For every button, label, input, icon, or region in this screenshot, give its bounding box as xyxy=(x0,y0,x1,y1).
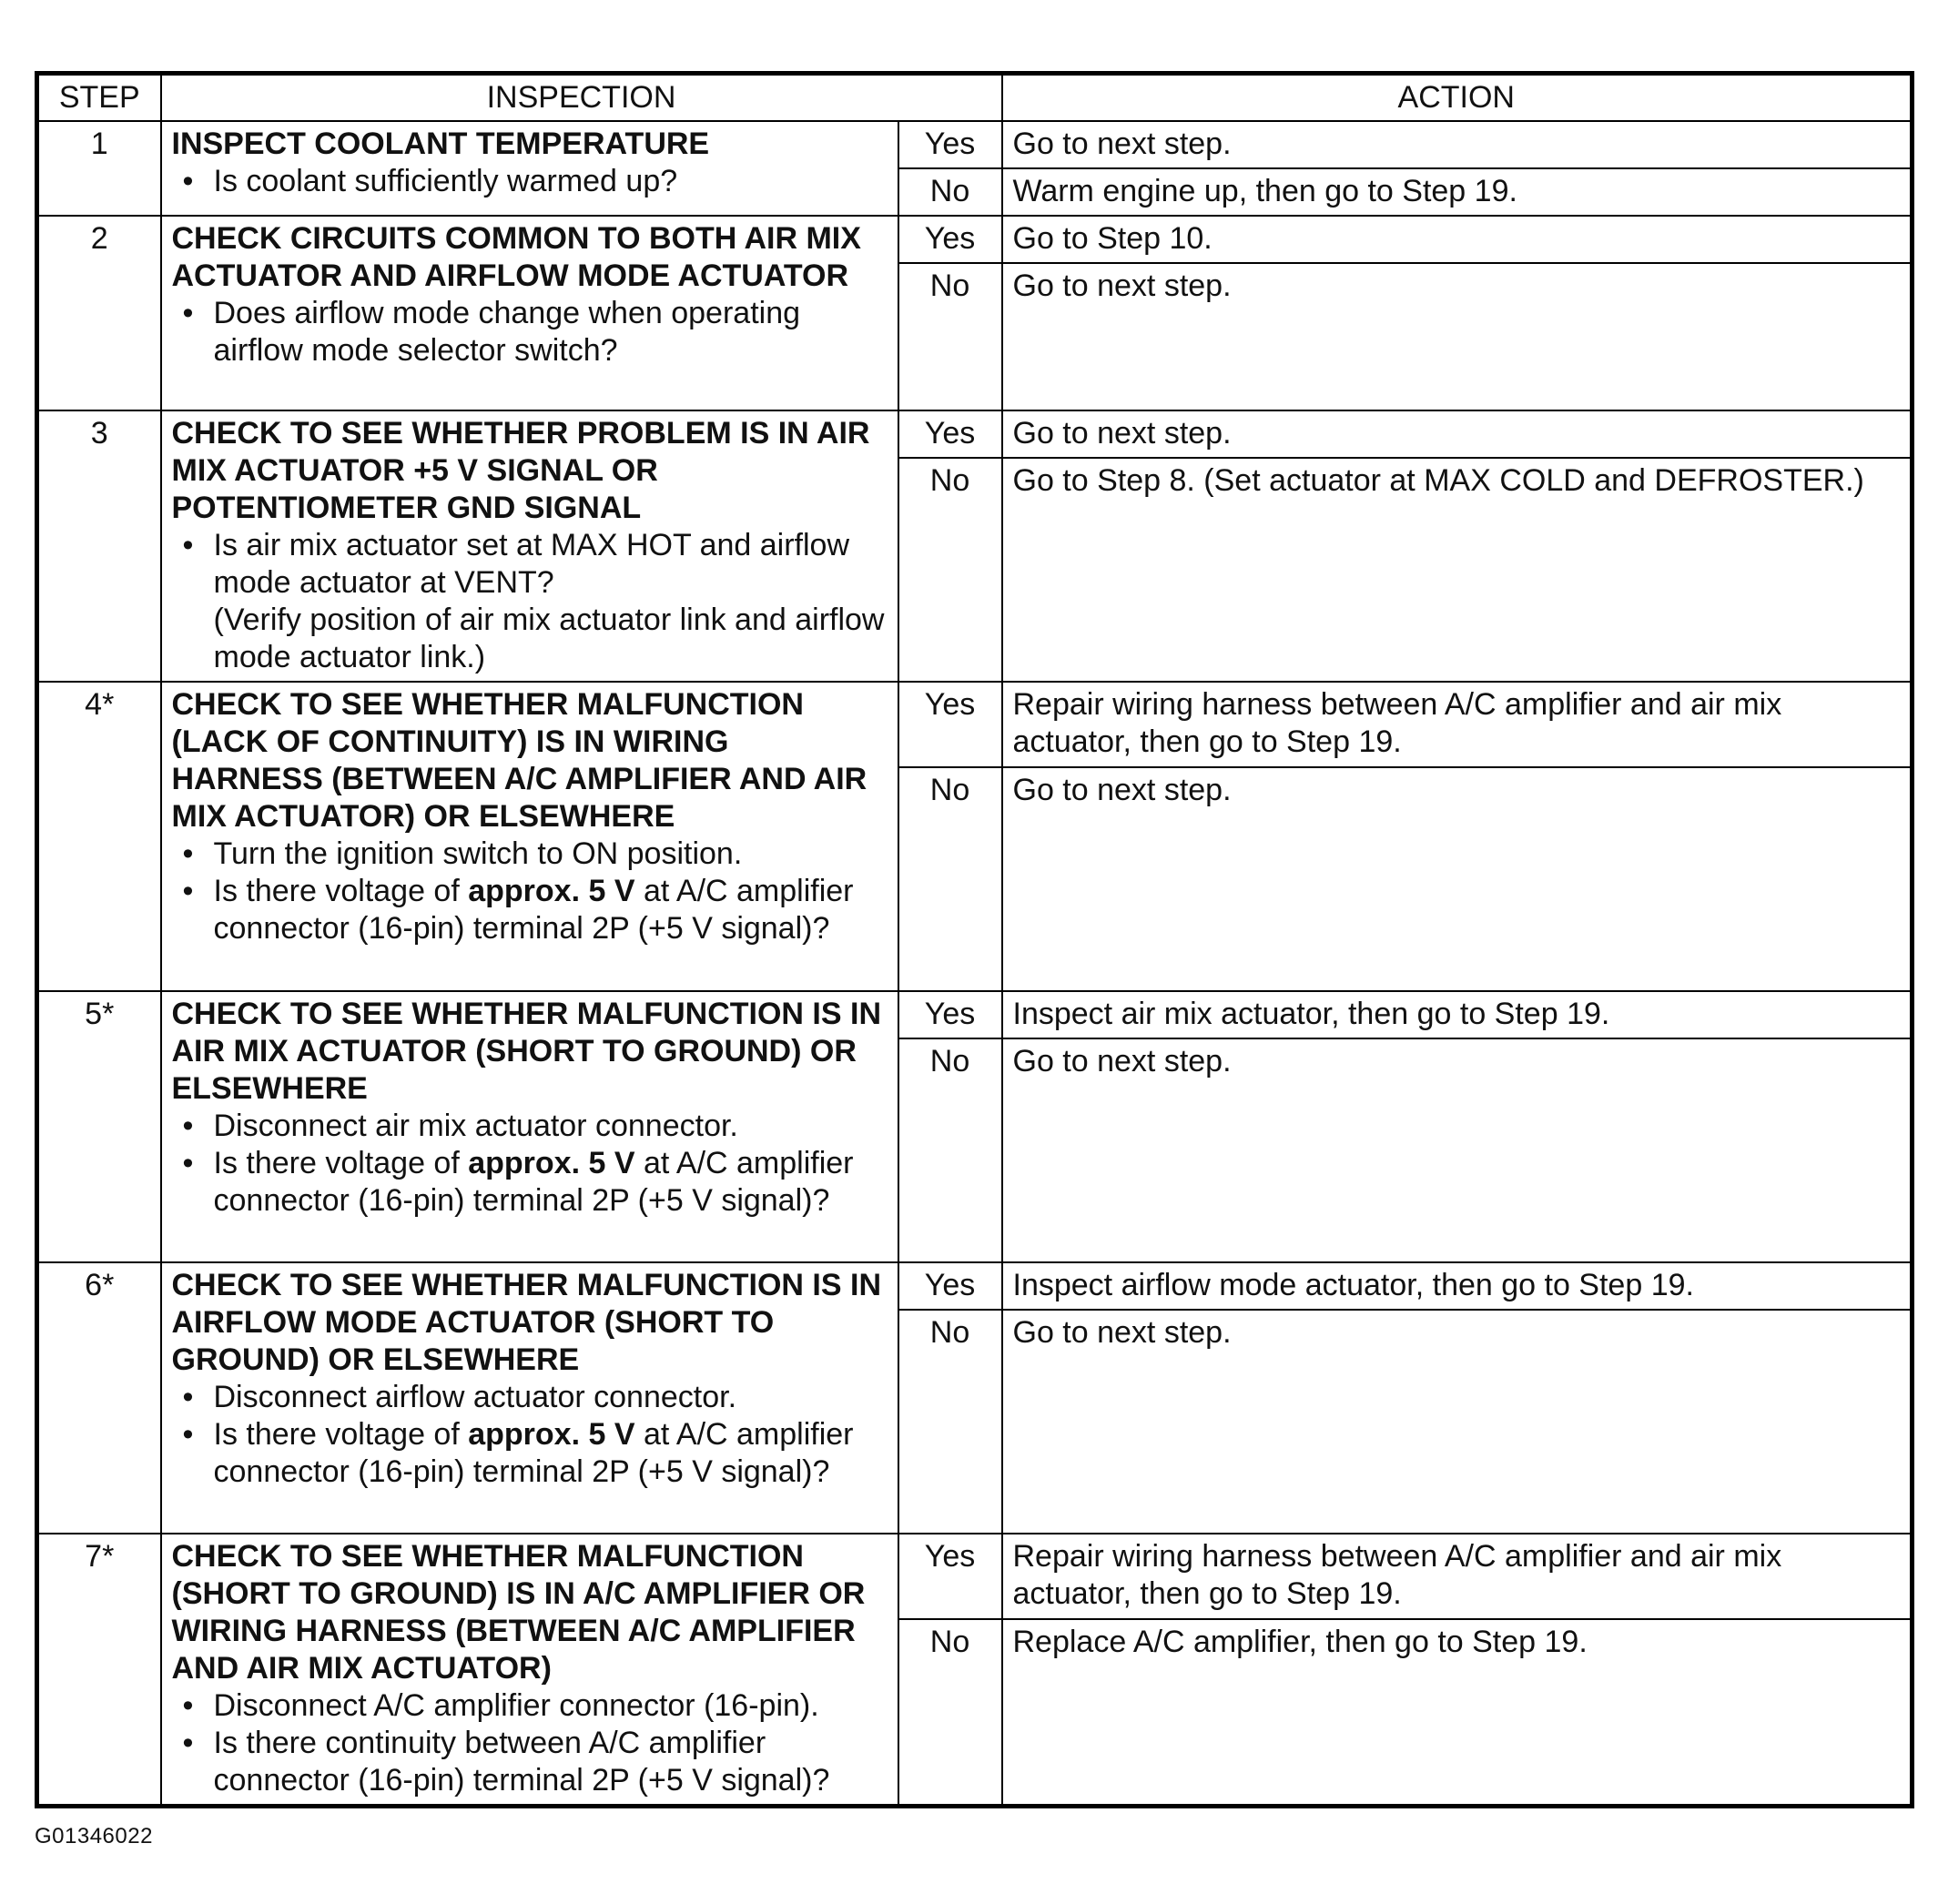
no-label: No xyxy=(898,1619,1002,1806)
no-label: No xyxy=(898,263,1002,410)
yes-action: Go to next step. xyxy=(1002,121,1913,168)
inspection-bullets xyxy=(172,1108,888,1220)
inspection-cell xyxy=(161,121,898,216)
bullet-emphasis: approx. 5 V xyxy=(468,1416,635,1452)
inspection-title: CHECK TO SEE WHETHER MALFUNCTION (LACK OF CONTINUITY) IS IN WIRING HARNESS (BETWEEN A/C AMPLIFIER AND AIR MIX ACTUATOR) OR ELSEWHERE xyxy=(171,686,868,834)
step-number: 4* xyxy=(37,682,161,991)
yes-action: Inspect air mix actuator, then go to Step 19. xyxy=(1002,991,1913,1038)
inspection-bullet xyxy=(214,873,888,947)
inspection-bullet: • Disconnect A/C amplifier connector (16-pin). xyxy=(214,1687,888,1725)
inspection-bullet xyxy=(214,1145,888,1220)
no-label: No xyxy=(898,1038,1002,1262)
inspection-title: INSPECT COOLANT TEMPERATURE xyxy=(171,126,710,161)
inspection-bullets xyxy=(172,1379,888,1491)
step-row-1-yes xyxy=(37,121,1913,168)
inspection-bullets xyxy=(172,836,888,947)
header-row xyxy=(37,74,1913,121)
no-action: Warm engine up, then go to Step 19. xyxy=(1002,168,1913,216)
no-action: Go to next step. xyxy=(1002,263,1913,410)
yes-action: Repair wiring harness between A/C amplifier and air mix actuator, then go to Step 19. xyxy=(1002,682,1913,767)
inspection-title: CHECK TO SEE WHETHER MALFUNCTION IS IN AIRFLOW MODE ACTUATOR (SHORT TO GROUND) OR ELSEWHERE xyxy=(171,1267,881,1377)
no-label: No xyxy=(898,168,1002,216)
figure-id: G01346022 xyxy=(35,1824,153,1848)
step-row-6-yes xyxy=(37,1262,1913,1310)
bullet-text: Is there voltage of xyxy=(213,873,469,908)
step-number: 7* xyxy=(37,1534,161,1807)
inspection-cell xyxy=(161,991,898,1262)
inspection-cell xyxy=(161,1534,898,1807)
inspection-cell xyxy=(161,682,898,991)
step-row-4-yes xyxy=(37,682,1913,767)
diagnostic-table xyxy=(35,71,1914,1808)
inspection-bullet: • Disconnect airflow actuator connector. xyxy=(214,1379,888,1416)
yes-label: Yes xyxy=(898,1262,1002,1310)
inspection-note: (Verify position of air mix actuator link and airflow mode actuator link.) xyxy=(213,602,885,674)
step-header: STEP xyxy=(37,74,161,121)
no-action: Go to next step. xyxy=(1002,1310,1913,1534)
bullet-emphasis: approx. 5 V xyxy=(468,873,635,908)
step-row-5-yes xyxy=(37,991,1913,1038)
inspection-bullet xyxy=(214,1416,888,1491)
step-number: 2 xyxy=(37,216,161,410)
yes-label: Yes xyxy=(898,991,1002,1038)
no-label: No xyxy=(898,767,1002,991)
inspection-bullet: • Is there continuity between A/C amplifier connector (16-pin) terminal 2P (+5 V signal)? xyxy=(214,1725,888,1799)
inspection-bullet: • Turn the ignition switch to ON position. xyxy=(214,836,888,873)
inspection-cell xyxy=(161,410,898,682)
no-action: Go to next step. xyxy=(1002,767,1913,991)
yes-label: Yes xyxy=(898,216,1002,263)
yes-label: Yes xyxy=(898,1534,1002,1619)
inspection-title: CHECK CIRCUITS COMMON TO BOTH AIR MIX ACTUATOR AND AIRFLOW MODE ACTUATOR xyxy=(171,220,861,293)
yes-label: Yes xyxy=(898,410,1002,458)
inspection-cell xyxy=(161,216,898,410)
bullet-text: Is there voltage of xyxy=(213,1145,469,1180)
step-row-7-yes xyxy=(37,1534,1913,1619)
inspection-title: CHECK TO SEE WHETHER PROBLEM IS IN AIR MIX ACTUATOR +5 V SIGNAL OR POTENTIOMETER GND SIGNAL xyxy=(171,415,870,525)
inspection-bullet: • Disconnect air mix actuator connector. xyxy=(214,1108,888,1145)
inspection-bullets xyxy=(172,163,888,200)
inspection-bullet xyxy=(214,527,888,676)
inspection-bullets xyxy=(172,527,888,676)
yes-action: Inspect airflow mode actuator, then go to Step 19. xyxy=(1002,1262,1913,1310)
bullet-text: at A/C amplifier connector (16-pin) terminal 2P (+5 V signal)? xyxy=(213,1416,854,1489)
yes-action: Repair wiring harness between A/C amplifier and air mix actuator, then go to Step 19. xyxy=(1002,1534,1913,1619)
bullet-text: Is there voltage of xyxy=(213,1416,469,1452)
no-action: Go to Step 8. (Set actuator at MAX COLD and DEFROSTER.) xyxy=(1002,458,1913,682)
yes-label: Yes xyxy=(898,121,1002,168)
step-row-2-yes xyxy=(37,216,1913,263)
inspection-cell xyxy=(161,1262,898,1534)
step-number: 3 xyxy=(37,410,161,682)
yes-action: Go to Step 10. xyxy=(1002,216,1913,263)
yes-action: Go to next step. xyxy=(1002,410,1913,458)
no-label: No xyxy=(898,1310,1002,1534)
bullet-emphasis: approx. 5 V xyxy=(468,1145,635,1180)
step-number: 1 xyxy=(37,121,161,216)
inspection-title: CHECK TO SEE WHETHER MALFUNCTION (SHORT TO GROUND) IS IN A/C AMPLIFIER OR WIRING HARNESS (BETWEEN A/C AMPLIFIER AND AIR MIX ACTUATOR) xyxy=(171,1538,866,1686)
step-number: 5* xyxy=(37,991,161,1262)
no-action: Replace A/C amplifier, then go to Step 19. xyxy=(1002,1619,1913,1806)
no-label: No xyxy=(898,458,1002,682)
bullet-text: at A/C amplifier connector (16-pin) terminal 2P (+5 V signal)? xyxy=(213,1145,854,1218)
inspection-title: CHECK TO SEE WHETHER MALFUNCTION IS IN AIR MIX ACTUATOR (SHORT TO GROUND) OR ELSEWHERE xyxy=(171,996,881,1106)
inspection-bullet: • Is coolant sufficiently warmed up? xyxy=(214,163,888,200)
inspection-bullets xyxy=(172,1687,888,1799)
inspection-bullets xyxy=(172,295,888,370)
step-row-3-yes xyxy=(37,410,1913,458)
no-action: Go to next step. xyxy=(1002,1038,1913,1262)
yes-label: Yes xyxy=(898,682,1002,767)
inspection-bullet: • Does airflow mode change when operating airflow mode selector switch? xyxy=(214,295,888,370)
action-header: ACTION xyxy=(1002,74,1913,121)
bullet-text: at A/C amplifier connector (16-pin) terminal 2P (+5 V signal)? xyxy=(213,873,854,946)
inspection-bullet-text: Is air mix actuator set at MAX HOT and airflow mode actuator at VENT? xyxy=(213,527,849,600)
inspection-header: INSPECTION xyxy=(161,74,1002,121)
step-number: 6* xyxy=(37,1262,161,1534)
